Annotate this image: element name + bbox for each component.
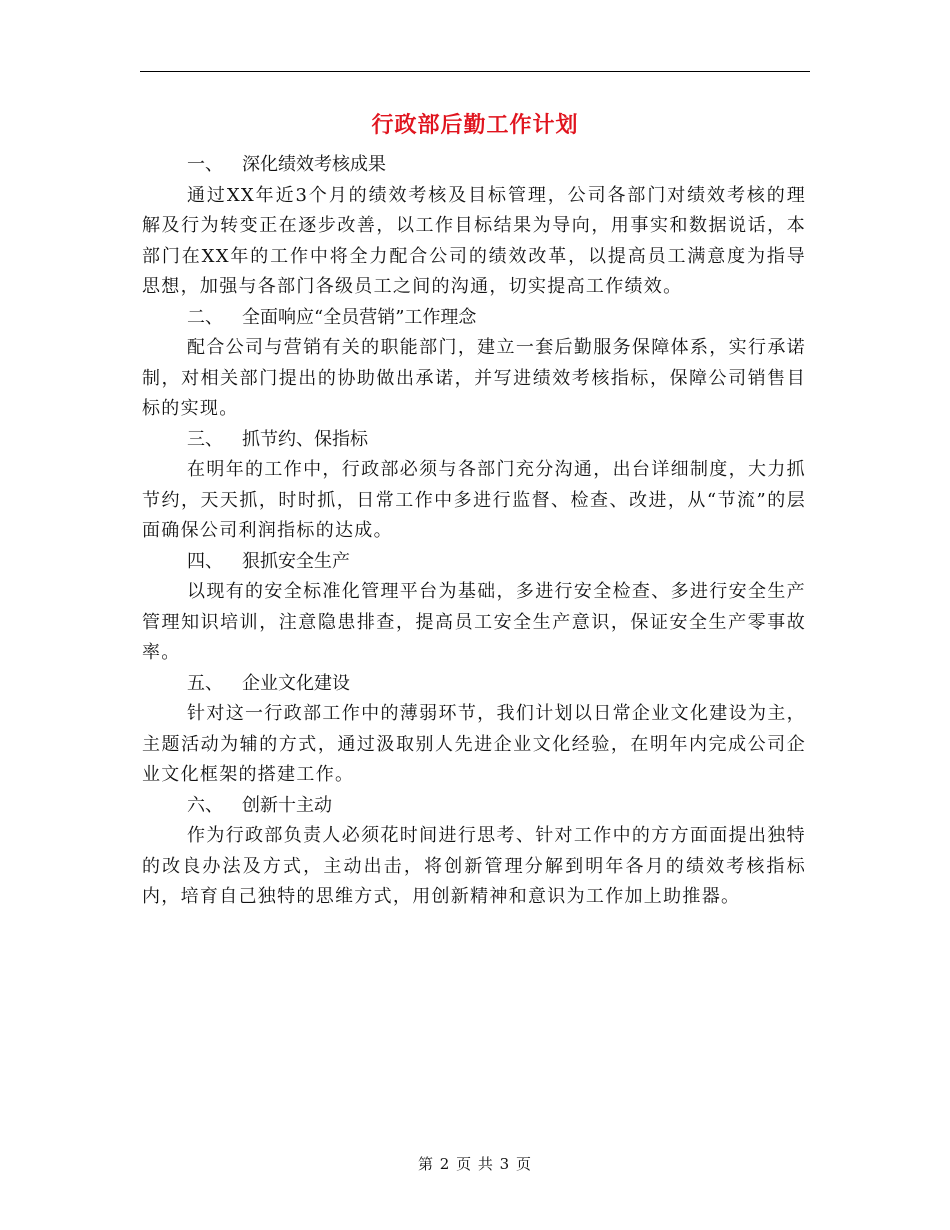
header-rule (140, 71, 810, 72)
section-heading-text: 狠抓安全生产 (242, 550, 350, 572)
section-paragraph: 作为行政部负责人必须花时间进行思考、针对工作中的方方面面提出独特的改良办法及方式，主动出击，将创新管理分解到明年各月的绩效考核指标内，培育自己独特的思维方式，用创新精神和意识为工作加上助推器。 (142, 825, 806, 907)
section-heading (142, 547, 806, 578)
section-number: 四、 (187, 550, 223, 572)
section-heading-text: 抓节约、保指标 (242, 428, 368, 450)
section-paragraph: 配合公司与营销有关的职能部门，建立一套后勤服务保障体系，实行承诺制，对相关部门提出的协助做出承诺，并写进绩效考核指标，保障公司销售目标的实现。 (142, 337, 806, 419)
section-paragraph: 针对这一行政部工作中的薄弱环节，我们计划以日常企业文化建设为主，主题活动为辅的方式，通过汲取别人先进企业文化经验，在明年内完成公司企业文化框架的搭建工作。 (142, 703, 806, 785)
section-number: 六、 (187, 794, 223, 816)
section-number: 一、 (187, 154, 223, 175)
section-paragraph: 以现有的安全标准化管理平台为基础，多进行安全检查、多进行安全生产管理知识培训，注意隐患排查，提高员工安全生产意识，保证安全生产零事故率。 (142, 581, 806, 663)
section-number: 五、 (187, 672, 223, 694)
section-number: 三、 (187, 428, 223, 450)
section-heading-text: 全面响应“全员营销”工作理念 (242, 306, 477, 328)
section-heading (142, 791, 806, 822)
section-heading-text: 深化绩效考核成果 (242, 154, 386, 175)
document-body (142, 150, 806, 913)
section-heading (142, 303, 806, 334)
section-heading (142, 150, 806, 181)
section-heading-text: 创新十主动 (242, 794, 332, 816)
section-heading (142, 669, 806, 700)
section-heading-text: 企业文化建设 (242, 672, 350, 694)
section-paragraph: 在明年的工作中，行政部必须与各部门充分沟通，出台详细制度，大力抓节约，天天抓，时时抓，日常工作中多进行监督、检查、改进，从“节流”的层面确保公司利润指标的达成。 (142, 459, 806, 541)
section-paragraph: 通过XX年近3个月的绩效考核及目标管理，公司各部门对绩效考核的理解及行为转变正在逐步改善，以工作目标结果为导向，用事实和数据说话，本部门在XX年的工作中将全力配合公司的绩效改革，以提高员工满意度为指导思想，加强与各部门各级员工之间的沟通，切实提高工作绩效。 (142, 184, 806, 297)
section-number: 二、 (187, 306, 223, 328)
section-heading (142, 425, 806, 456)
page-number-footer: 第 2 页 共 3 页 (418, 1155, 532, 1173)
document-title: 行政部后勤工作计划 (371, 112, 579, 138)
